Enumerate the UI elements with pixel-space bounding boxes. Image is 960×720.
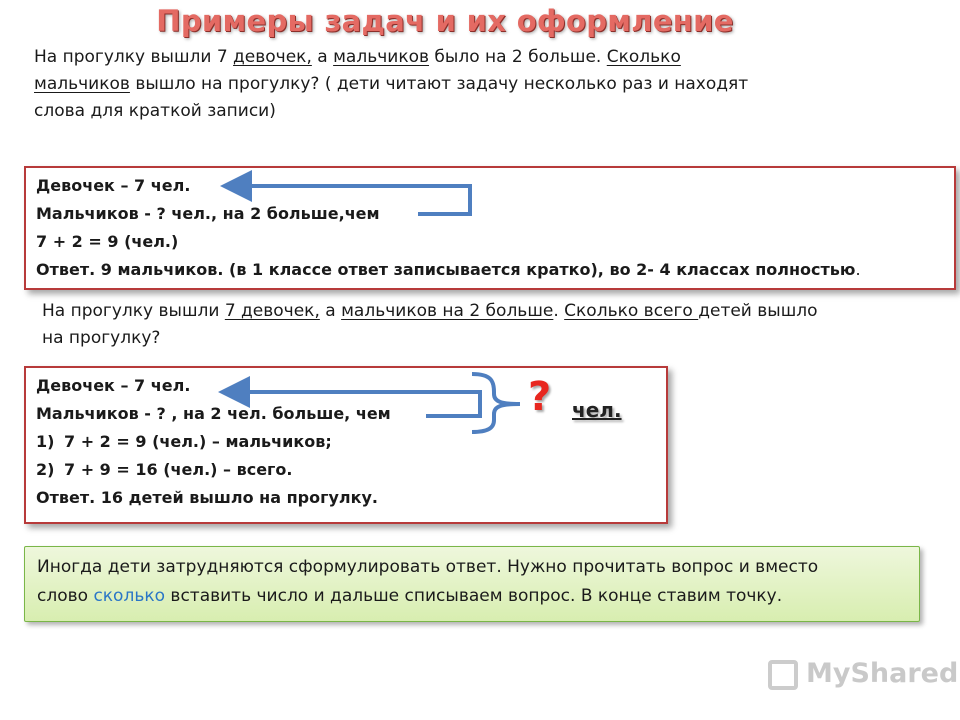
task2-text-part: . [553, 301, 565, 321]
task2-text-part: На прогулку вышли [42, 301, 225, 321]
note-highlight-word: сколько [93, 586, 166, 606]
task1-underlined-boys: мальчиков [333, 47, 430, 67]
box1-boys: Мальчиков - ? чел., на 2 больше,чем [36, 204, 380, 223]
note-text-part: слово [37, 586, 94, 606]
task1-line3: слова для краткой записи) [34, 101, 276, 121]
task1-underlined-boys-2: мальчиков [34, 74, 130, 94]
step-number: 2) [36, 460, 55, 479]
note-line2 [37, 582, 907, 611]
task2-underlined-girls: 7 девочек, [224, 301, 320, 321]
step-number: 1) [36, 432, 55, 451]
task1-text-part: вышло на прогулку? ( дети читают задачу несколько раз и находят [129, 74, 749, 94]
box1-solution: 7 + 2 = 9 (чел.) [36, 232, 179, 251]
page-title: Примеры задач и их оформление [156, 4, 734, 38]
task1-text-part: На прогулку вышли 7 [34, 47, 234, 67]
note-text-part: вставить число и дальше списываем вопрос. В конце ставим точку. [165, 586, 783, 606]
task2-text-part: детей вышло [698, 301, 818, 321]
task2-line2: на прогулку? [42, 328, 161, 348]
box2-boys: Мальчиков - ? , на 2 чел. больше, чем [36, 404, 391, 423]
task2-underlined-boys: мальчиков на 2 больше [341, 301, 554, 321]
task1-text-part: а [311, 47, 334, 67]
unit-label: чел. [572, 398, 622, 422]
task1-underlined-how-many: Сколько [606, 47, 681, 67]
task2-underlined-how-many: Сколько всего [564, 301, 699, 321]
myshared-logo-icon [768, 660, 798, 690]
box1-answer-period: . [855, 260, 861, 279]
box2-answer: Ответ. 16 детей вышло на прогулку. [36, 488, 378, 507]
note-line1: Иногда дети затрудняются сформулировать ответ. Нужно прочитать вопрос и вместо [37, 557, 819, 577]
task1-underlined-girls: девочек, [233, 47, 312, 67]
step-text: 7 + 9 = 16 (чел.) – всего. [64, 460, 293, 479]
question-mark: ? [528, 374, 552, 420]
compare-arrow-1 [232, 186, 470, 214]
watermark-text: MyShared [806, 658, 959, 689]
watermark-logo [768, 656, 959, 696]
box1-girls: Девочек – 7 чел. [36, 176, 191, 195]
compare-arrow-2 [230, 392, 480, 416]
box2-girls: Девочек – 7 чел. [36, 376, 191, 395]
note-box [24, 546, 920, 622]
box1-answer-text: Ответ. 9 мальчиков. (в 1 классе ответ записывается кратко), во 2- 4 классах полностью [36, 260, 856, 279]
step-text: 7 + 2 = 9 (чел.) – мальчиков; [64, 432, 332, 451]
task1-text-part: было на 2 больше. [429, 47, 607, 67]
task2-text-part: а [319, 301, 342, 321]
